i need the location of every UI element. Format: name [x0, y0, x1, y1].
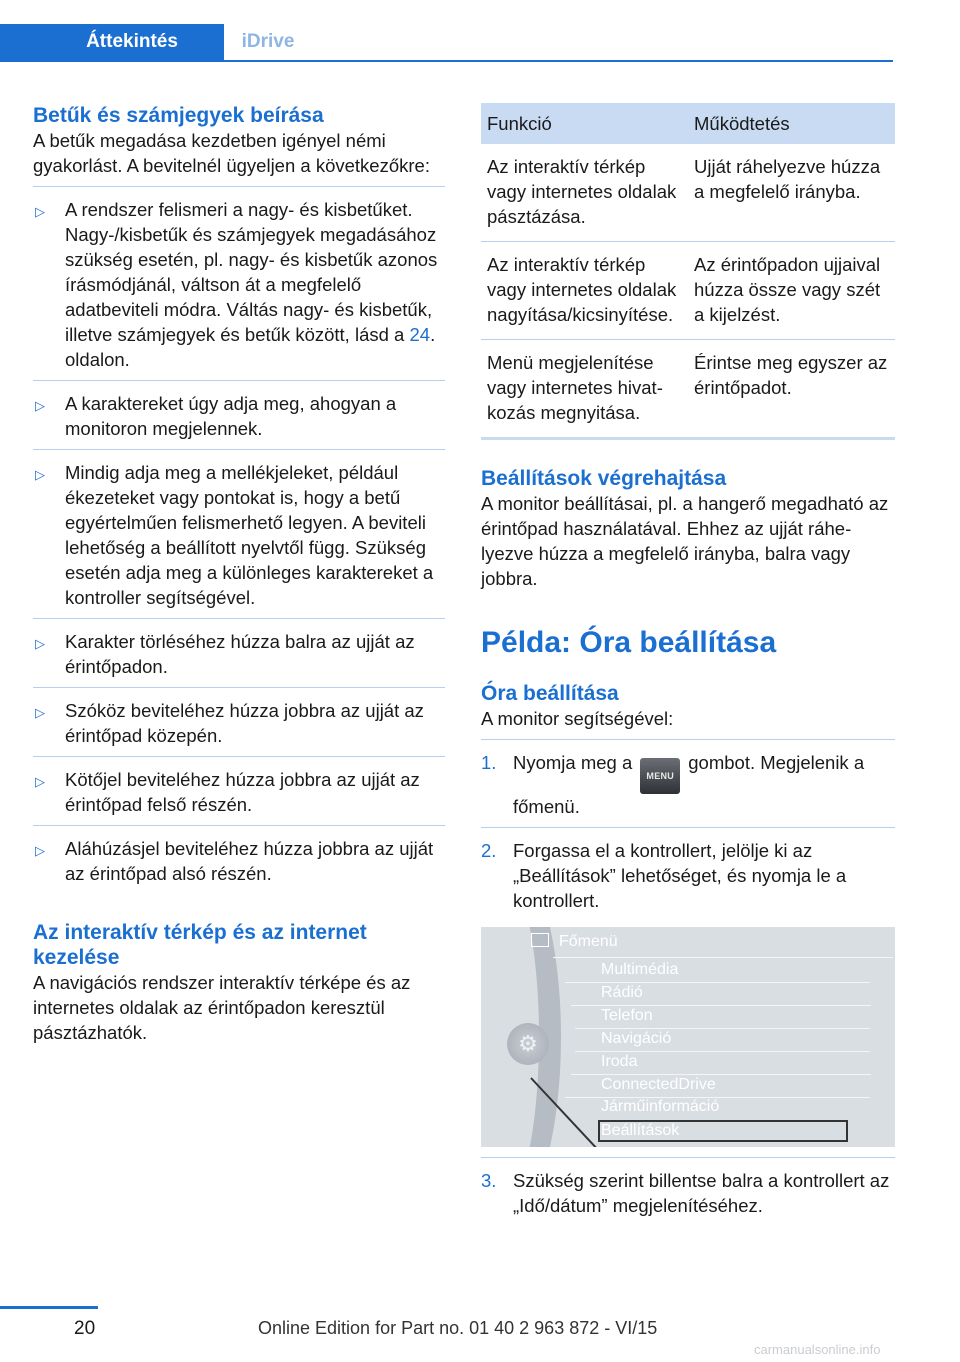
list-item — [33, 836, 445, 886]
divider — [575, 1051, 870, 1052]
table-cell: Az interaktív térkép vagy internetes oldalak nagyítása/kicsinyítése. — [481, 242, 688, 340]
page-link[interactable]: 24 — [409, 324, 431, 345]
list-item — [33, 767, 445, 817]
list-item-text: Szóköz beviteléhez húzza jobbra az ujját az érintőpad közepén. — [65, 700, 424, 746]
divider — [33, 380, 445, 381]
step-text: Szükség szerint billentse balra a kontrollert az „Idő/dátum” megjelenítéséhez. — [513, 1170, 890, 1216]
divider — [553, 957, 893, 958]
menu-item: ConnectedDrive — [601, 1076, 716, 1093]
triangle-bullet-icon: ▷ — [35, 467, 45, 482]
table-cell: Az érintőpadon ujjaival húzza össze vagy szét a kijelzést. — [688, 242, 895, 340]
divider — [481, 827, 895, 828]
divider — [33, 618, 445, 619]
step-number: 2. — [481, 840, 497, 861]
divider — [571, 1074, 871, 1075]
section-intro: A betűk megadása kezdetben igényel némi gyakorlást. A bevitelnél ügyeljen a következőkre: — [33, 130, 430, 176]
subheading: Óra beállítása — [481, 682, 619, 705]
divider — [33, 825, 445, 826]
gear-icon: ⚙ — [518, 1031, 538, 1056]
footer-rule — [0, 1306, 98, 1309]
section-title-map: Az interaktív térkép és az internet kezelése — [33, 921, 367, 969]
menu-item-selected: Beállítások — [601, 1122, 680, 1139]
menu-item: Iroda — [601, 1053, 638, 1070]
idrive-screen-image — [481, 927, 895, 1147]
controller-dial — [507, 1023, 549, 1065]
list-item-text: A karaktereket úgy adja meg, ahogyan a monitoron megjelennek. — [65, 393, 397, 439]
step-list — [481, 838, 895, 913]
bullet-list — [33, 836, 445, 886]
list-item — [33, 460, 445, 610]
screen-title — [531, 933, 618, 951]
menu-item: Telefon — [601, 1007, 653, 1024]
list-item-text: Mindig adja meg a mellékjeleket, például ékezeteket vagy pontokat is, hogy a betű egyértelműen felismerhető legyen. A beviteli lehetőség a beállított nyelvtől függ. Szükség esetén adja meg a különleges karaktereket a kontroller segítségével. — [65, 462, 434, 608]
step-list — [481, 750, 895, 819]
table-cell: Menü megjelenítése vagy internetes hivatkozás megnyitása. — [481, 340, 688, 439]
divider — [575, 1028, 870, 1029]
page-number: 20 — [74, 1318, 96, 1339]
screen-title-text: Főmenü — [559, 933, 618, 950]
left-column — [33, 103, 445, 1045]
bullet-list — [33, 629, 445, 679]
list-item — [33, 698, 445, 748]
list-item — [33, 629, 445, 679]
page-heading: Példa: Óra beállítása — [481, 626, 777, 659]
divider — [33, 186, 445, 187]
bullet-list — [33, 391, 445, 441]
bullet-list — [33, 197, 445, 372]
list-item — [481, 750, 895, 819]
list-item-text: Aláhúzásjel beviteléhez húzza jobbra az ujját az érintőpad alsó részén. — [65, 838, 434, 884]
menu-list-icon — [531, 933, 549, 947]
triangle-bullet-icon: ▷ — [35, 398, 45, 413]
divider — [33, 687, 445, 688]
list-item — [33, 391, 445, 441]
section-text: A navigációs rendszer interaktív térképe és az internetes oldalak az érintőpadon keresztül pásztázhatók. — [33, 972, 411, 1043]
header-rule — [0, 60, 893, 62]
divider — [481, 739, 895, 740]
edition-text: Online Edition for Part no. 01 40 2 963 872 - VI/15 — [258, 1318, 658, 1338]
list-item-text: Karakter törléséhez húzza balra az ujját az érintőpadon. — [65, 631, 415, 677]
step-text: gombot. Megjelenik a főmenü. — [513, 752, 865, 817]
header-tabs — [0, 24, 893, 62]
table-cell: Az interaktív térkép vagy internetes oldalak pásztázása. — [481, 144, 688, 242]
section-title-input: Betűk és számjegyek beírása — [33, 104, 324, 127]
list-item-text: Kötőjel beviteléhez húzza jobbra az ujját az érintőpad felső részén. — [65, 769, 420, 815]
step-list — [481, 1168, 895, 1218]
list-item-text: . oldalon. — [65, 324, 436, 370]
menu-item: Multimédia — [601, 961, 679, 978]
tab-idrive[interactable]: iDrive — [241, 31, 295, 52]
steps-intro: A monitor segítségével: — [481, 708, 674, 729]
bullet-list — [33, 698, 445, 748]
triangle-bullet-icon: ▷ — [35, 705, 45, 720]
divider — [481, 1157, 895, 1158]
bullet-list — [33, 767, 445, 817]
triangle-bullet-icon: ▷ — [35, 774, 45, 789]
right-column — [481, 103, 895, 1218]
menu-item: Rádió — [601, 984, 643, 1001]
table-row — [481, 340, 895, 439]
menu-button-icon: MENU — [640, 758, 680, 794]
triangle-bullet-icon: ▷ — [35, 843, 45, 858]
list-item-text: A rendszer felismeri a nagy- és kisbetűket. Nagy-/kisbetűk és számjegyek megadásához szükség esetén, pl. nagy- és kisbetűk azonos írásmódjánál, váltson át a megfelelő adatbeviteli módra. Váltás nagy- és kisbetűk, illetve számjegyek és betűk között, lásd a — [65, 199, 438, 345]
step-number: 1. — [481, 752, 497, 773]
table-cell: Érintse meg egyszer az érintőpadot. — [688, 340, 895, 439]
step-text: Forgassa el a kontrollert, jelölje ki az „Beállítások” lehetőséget, és nyomja le a kontrollert. — [513, 840, 847, 911]
table-row — [481, 242, 895, 340]
table-header-cell: Működtetés — [688, 103, 895, 144]
section-text: A monitor beállításai, pl. a hangerő megadható az érintőpad használatával. Ehhez az ujját ráhelyezve húzza a megfelelő irányba, balra vagy jobbra. — [481, 493, 889, 589]
step-text: Nyomja meg a — [513, 752, 633, 773]
list-item — [481, 838, 895, 913]
table-header-cell: Funkció — [481, 103, 688, 144]
watermark: carmanualsonline.info — [754, 1342, 881, 1357]
table-row — [481, 144, 895, 242]
menu-item: Járműinformáció — [601, 1098, 720, 1115]
table-header-row — [481, 103, 895, 144]
bullet-list — [33, 460, 445, 610]
divider — [565, 982, 870, 983]
triangle-bullet-icon: ▷ — [35, 204, 45, 219]
table-cell: Ujját ráhelyezve húzza a megfelelő irányba. — [688, 144, 895, 242]
divider — [33, 449, 445, 450]
section-title-settings: Beállítások végrehajtása — [481, 467, 727, 490]
divider — [33, 756, 445, 757]
menu-item: Navigáció — [601, 1030, 672, 1047]
step-number: 3. — [481, 1170, 497, 1191]
list-item — [33, 197, 445, 372]
list-item — [481, 1168, 895, 1218]
divider — [571, 1005, 871, 1006]
triangle-bullet-icon: ▷ — [35, 636, 45, 651]
function-table — [481, 103, 895, 440]
tab-attekintes[interactable]: Áttekintés — [0, 24, 224, 60]
